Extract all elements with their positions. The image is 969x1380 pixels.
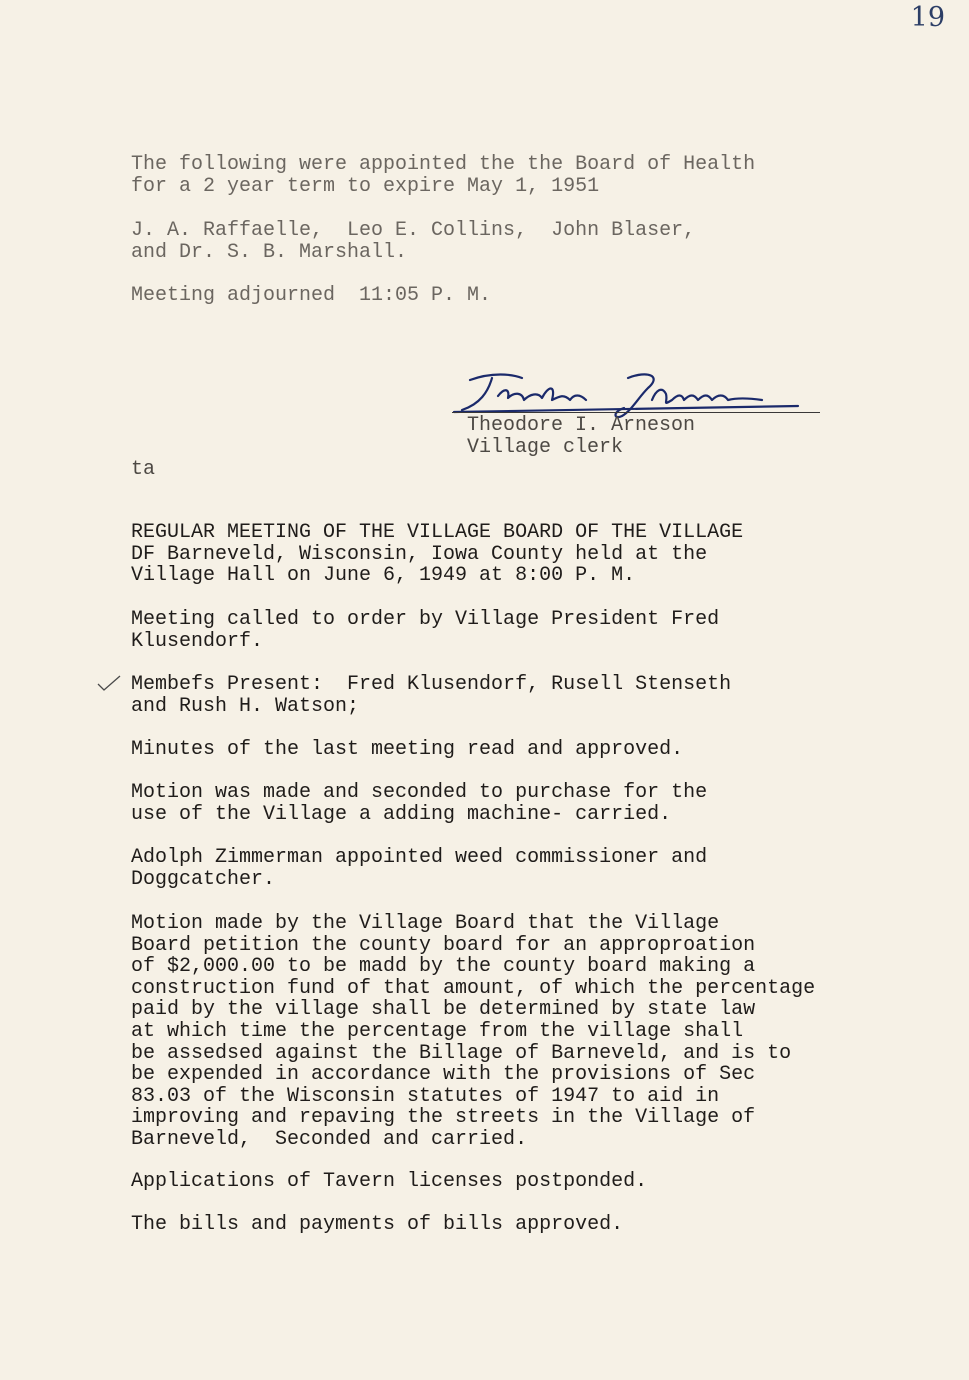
text-line: Adolph Zimmerman appointed weed commissioner and (131, 846, 708, 869)
board-of-health-paragraph (131, 154, 755, 197)
text-line: be assedsed against the Billage of Barneveld, and is to (131, 1041, 792, 1065)
text-line: paid by the village shall be determined by state law (131, 998, 756, 1022)
text-line: The following were appointed the the Board of Health (131, 153, 756, 176)
text-line: Motion was made and seconded to purchase for the (131, 781, 708, 804)
petition-paragraph (131, 913, 815, 1151)
text-line: improving and repaving the streets in the Village of (131, 1106, 756, 1130)
signature-line (452, 412, 820, 413)
text-line: Board petition the county board for an approproation (131, 933, 756, 957)
called-to-order-paragraph (131, 609, 719, 652)
text-line: Doggcatcher. (131, 867, 276, 891)
text-line: at which time the percentage from the village shall (131, 1019, 744, 1043)
text-line: Membefs Present: Fred Klusendorf, Rusell Stenseth (131, 673, 732, 696)
tavern-paragraph: Applications of Tavern licenses postponded. (131, 1170, 648, 1193)
text-line: of $2,000.00 to be madd by the county board making a (131, 955, 756, 979)
bills-paragraph: The bills and payments of bills approved. (131, 1213, 624, 1236)
text-line: Motion made by the Village Board that the Village (131, 912, 720, 935)
text-line: be expended in accordance with the provisions of Sec (131, 1063, 756, 1087)
text-line: for a 2 year term to expire May 1, 1951 (131, 174, 600, 198)
weed-commissioner-paragraph (131, 847, 707, 890)
text-line: DF Barneveld, Wisconsin, Iowa County held at the (131, 542, 708, 566)
appointees-paragraph (131, 220, 695, 263)
clerk-name: Theodore I. Arneson (467, 414, 696, 437)
text-line: and Dr. S. B. Marshall. (131, 240, 408, 264)
adding-machine-paragraph (131, 782, 707, 825)
page-number: 19 (910, 2, 945, 33)
meeting-header (131, 522, 743, 587)
text-line: construction fund of that amount, of which the percentage (131, 976, 816, 1000)
text-line: Barneveld, Seconded and carried. (131, 1127, 528, 1151)
signature-block (467, 415, 695, 458)
adjourned-paragraph: Meeting adjourned 11:05 P. M. (131, 284, 492, 307)
text-line: REGULAR MEETING OF THE VILLAGE BOARD OF THE VILLAGE (131, 521, 744, 544)
text-line: use of the Village a adding machine- carried. (131, 802, 672, 826)
text-line: Klusendorf. (131, 629, 264, 653)
members-present-paragraph (131, 674, 731, 717)
typist-initials: ta (131, 458, 156, 481)
text-line: J. A. Raffaelle, Leo E. Collins, John Blaser, (131, 219, 696, 242)
clerk-title: Village clerk (467, 435, 624, 459)
text-line: Meeting called to order by Village President Fred (131, 608, 720, 631)
text-line: and Rush H. Watson; (131, 694, 360, 718)
text-line: Village Hall on June 6, 1949 at 8:00 P. M. (131, 564, 636, 588)
minutes-paragraph: Minutes of the last meeting read and approved. (131, 738, 684, 761)
text-line: 83.03 of the Wisconsin statutes of 1947 to aid in (131, 1084, 720, 1108)
check-mark-icon (96, 672, 122, 694)
